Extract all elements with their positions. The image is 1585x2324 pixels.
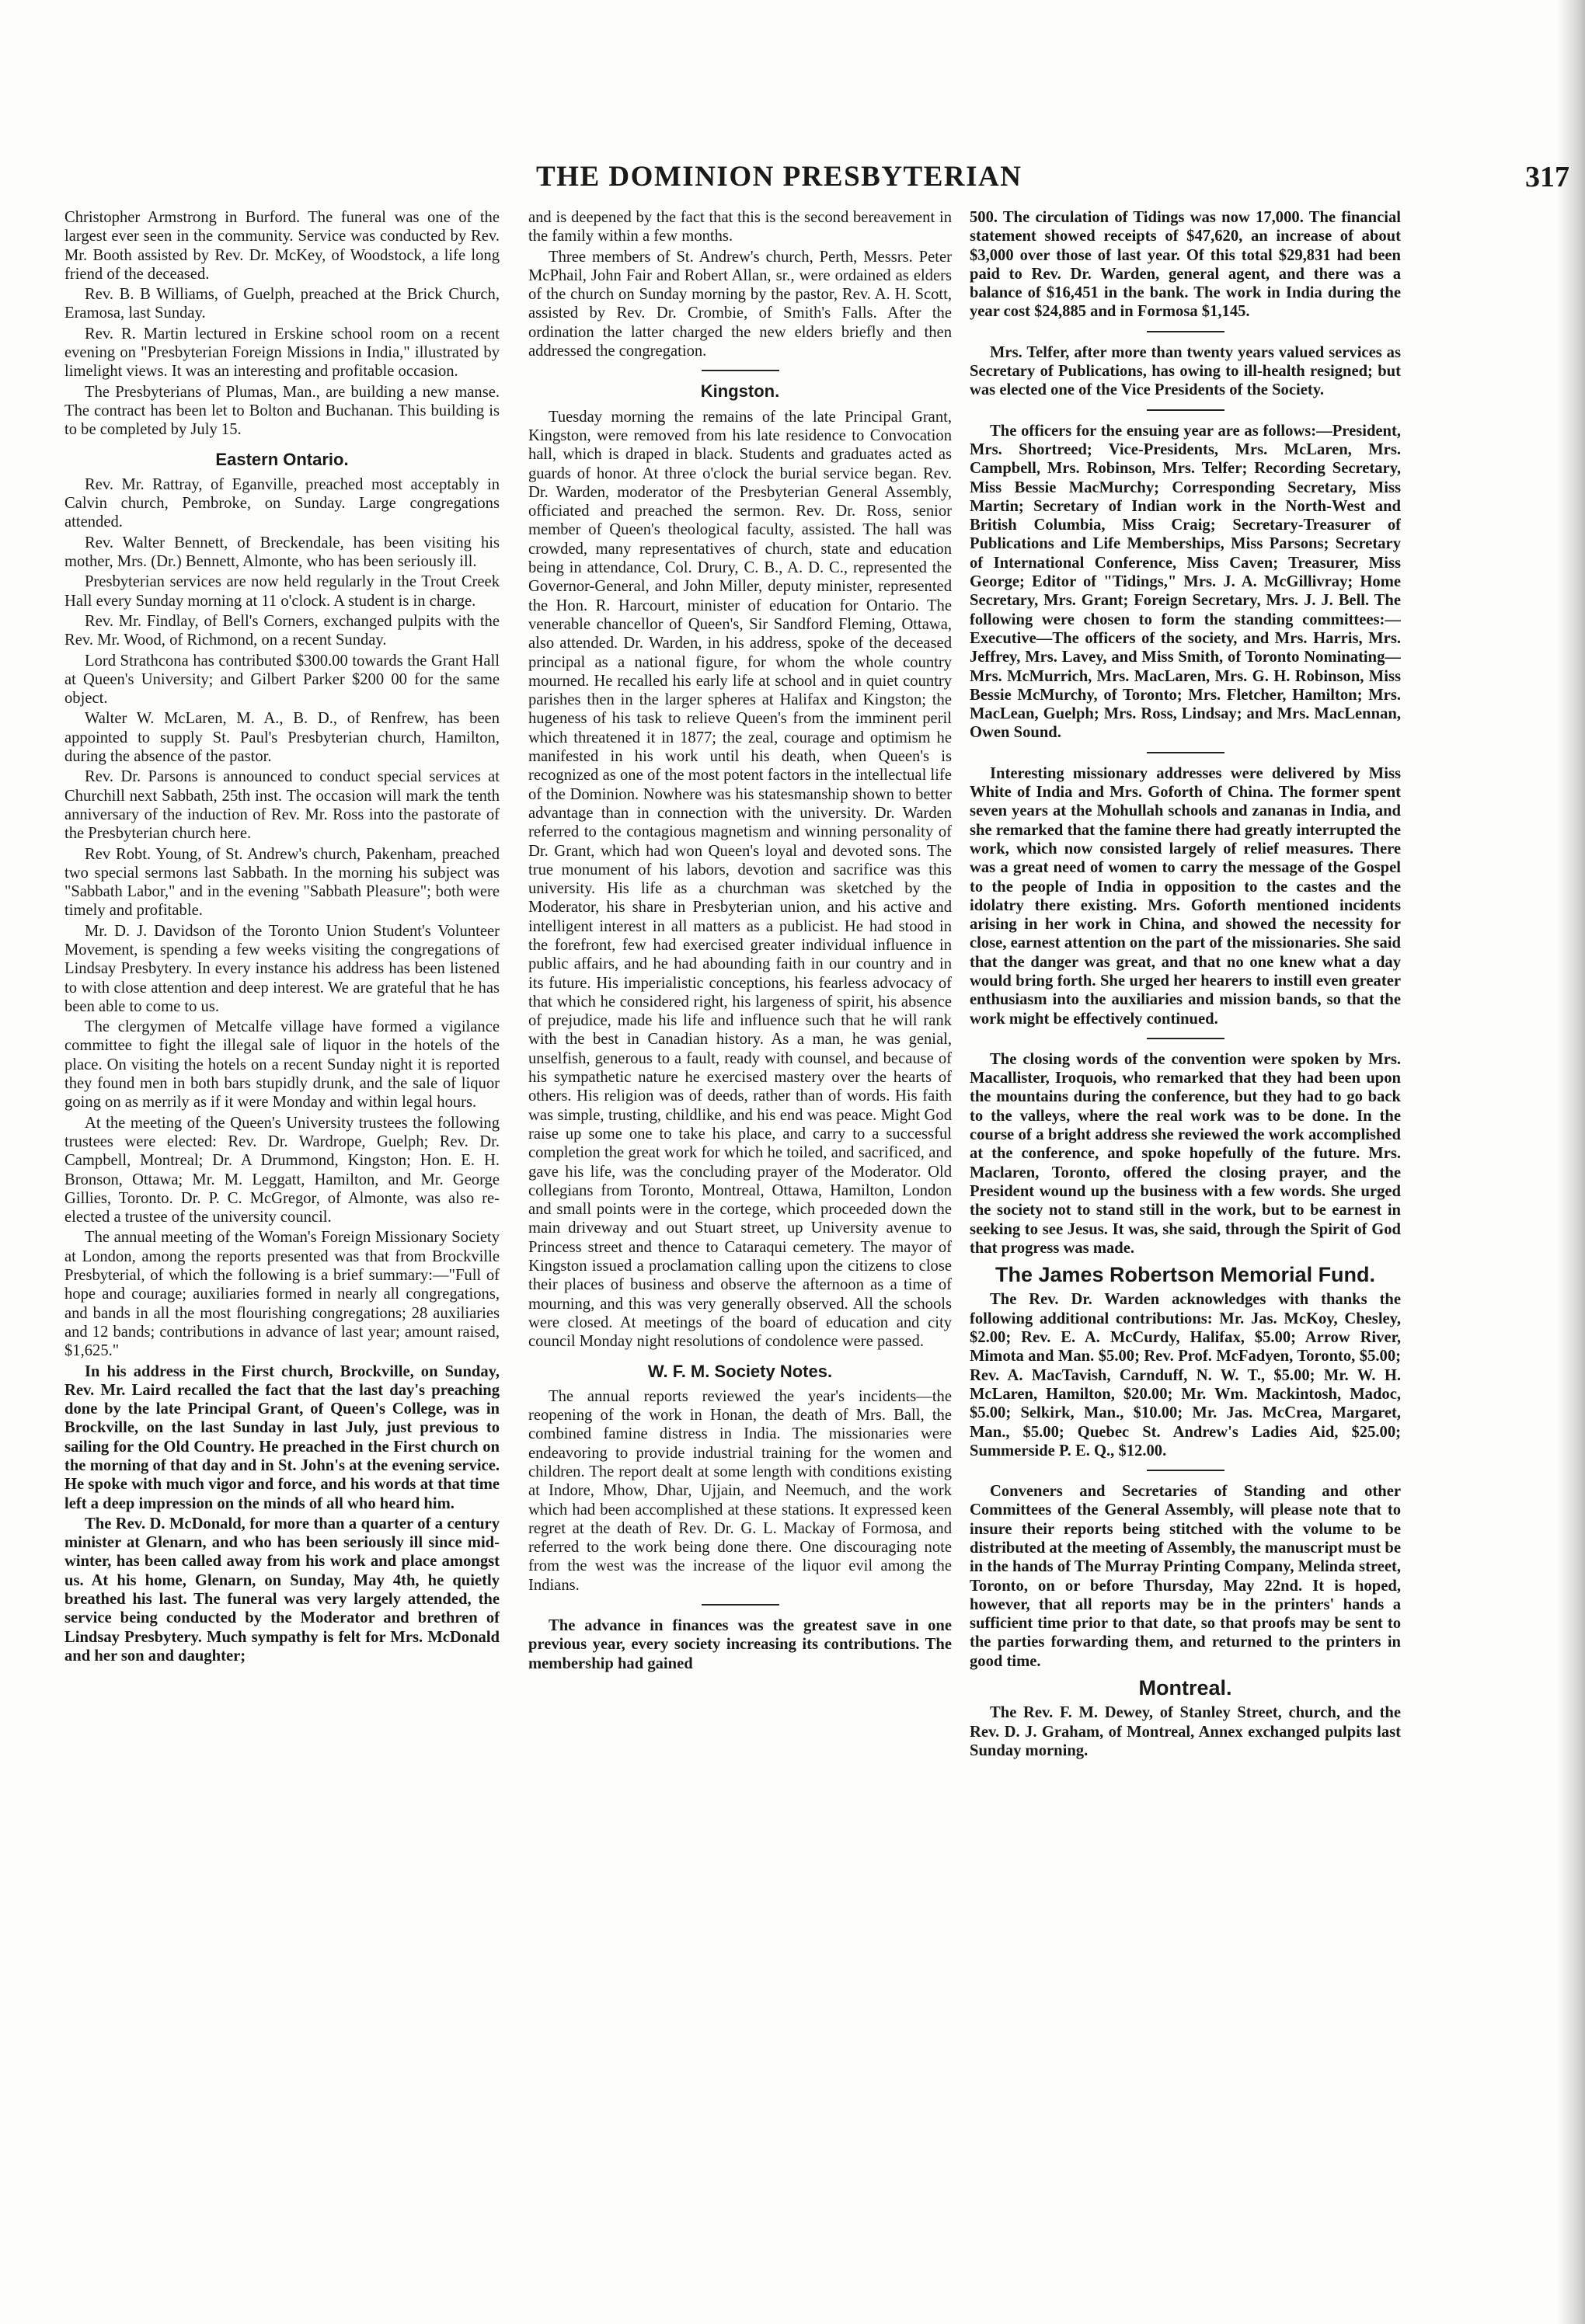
page-number: 317 xyxy=(1525,161,1569,193)
page-header xyxy=(513,160,1569,193)
section-divider xyxy=(1147,752,1224,753)
article-paragraph: Interesting missionary addresses were delivered by Miss White of India and Mrs. Goforth of China. The former spent seven years at the Mohullah schools and zananas in India, and she remarked that the famine there had greatly interrupted the work, which now consisted largely of relief measures. There was a great need of women to carry the message of the Gospel to the people of India in opposition to the castes and the idolatry there existing. Mrs. Goforth mentioned incidents arising in her work in China, and showed the necessity for close, earnest attention on the part of the missionaries. She said that the danger was great, and that no one knew what a day would bring forth. She urged her hearers to instill even greater enthusiasm into the auxiliaries and mission bands, so that the work might be effectively continued. xyxy=(970,764,1401,1028)
article-paragraph: Christopher Armstrong in Burford. The funeral was one of the largest ever seen in the community. Service was conducted by Rev. Mr. Booth assisted by Rev. Dr. McKey, of Woodstock, a life long friend of the deceased. xyxy=(64,209,500,283)
article-paragraph: In his address in the First church, Brockville, on Sunday, Rev. Mr. Laird recalled the fact that the last day's preaching done by the late Principal Grant, of Queen's College, was in Brockville, on the last Sunday in last July, just previous to sailing for the Old Country. He preached in the First church on the morning of that day and in St. John's at the evening service. He spoke with much vigor and force, and his words at that time left a deep impression on the minds of all who heard him. xyxy=(64,1362,500,1512)
column-1 xyxy=(64,208,500,2305)
article-paragraph: Walter W. McLaren, M. A., B. D., of Renfrew, has been appointed to supply St. Paul's Presbyterian church, Hamilton, during the absence of the pastor. xyxy=(64,710,500,766)
article-paragraph: Lord Strathcona has contributed $300.00 towards the Grant Hall at Queen's University; and Gilbert Parker $200 00 for the same object. xyxy=(64,652,500,708)
section-heading-eastern-ontario: Eastern Ontario. xyxy=(215,449,349,469)
article-paragraph: The clergymen of Metcalfe village have formed a vigilance committee to fight the illegal sale of liquor in the hotels of the place. On visiting the hotels on a recent Sunday night it is reported they found men in both bars stupidly drunk, and the sale of liquor going on as merrily as if it were Monday and within legal hours. xyxy=(64,1018,500,1112)
article-paragraph: 500. The circulation of Tidings was now 17,000. The financial statement showed receipts of $47,620, an increase of about $3,000 over those of last year. Of this total $29,831 had been paid to Rev. Dr. Warden, general agent, and there was a balance of $16,451 in the bank. The work in India during the year cost $24,885 and in Formosa $1,145. xyxy=(970,209,1401,321)
article-paragraph: and is deepened by the fact that this is the second bereavement in the family within a few months. xyxy=(528,209,952,245)
article-paragraph: Rev. B. B Williams, of Guelph, preached at the Brick Church, Eramosa, last Sunday. xyxy=(64,286,500,322)
page-edge-shadow xyxy=(1557,0,1585,2324)
article-paragraph: The annual reports reviewed the year's incidents—the reopening of the work in Honan, the death of Mrs. Ball, the combined famine distress in India. The missionaries were endeavoring to provide industrial training for the women and children. The report dealt at some length with conditions existing at Indore, Mhow, Dhar, Ujjain, and Neemuch, and the work which had been accomplished at these stations. It expressed keen regret at the death of Rev. Dr. G. L. Mackay of Formosa, and referred to the work being done there. One discouraging note from the west was the increase of the liquor evil among the Indians. xyxy=(528,1387,952,1594)
section-heading-montreal: Montreal. xyxy=(1138,1676,1232,1700)
section-divider xyxy=(1147,1038,1224,1039)
article-paragraph: The Presbyterians of Plumas, Man., are building a new manse. The contract has been let to Bolton and Buchanan. This building is to be completed by July 15. xyxy=(64,383,500,439)
article-paragraph: Rev Robt. Young, of St. Andrew's church, Pakenham, preached two special sermons last Sabbath. In the morning his subject was "Sabbath Labor," and in the evening "Sabbath Pleasure"; both were timely and profitable. xyxy=(64,845,500,920)
section-divider xyxy=(1147,331,1224,332)
article-paragraph: Rev. Mr. Findlay, of Bell's Corners, exchanged pulpits with the Rev. Mr. Wood, of Richmond, on a recent Sunday. xyxy=(64,612,500,649)
article-paragraph: Three members of St. Andrew's church, Perth, Messrs. Peter McPhail, John Fair and Robert Allan, sr., were ordained as elders of the church on Sunday morning by the pastor, Rev. A. H. Scott, assisted by Rev. Dr. Crombie, of Smith's Falls. After the ordination the latter charged the new elders briefly and then addressed the congregation. xyxy=(528,248,952,360)
article-paragraph: Rev. Mr. Rattray, of Eganville, preached most acceptably in Calvin church, Pembroke, on Sunday. Large congregations attended. xyxy=(64,475,500,531)
journal-title: THE DOMINION PRESBYTERIAN xyxy=(536,161,1022,193)
column-2 xyxy=(528,208,952,2305)
article-paragraph: Rev. R. Martin lectured in Erskine school room on a recent evening on "Presbyterian Foreign Missions in India," illustrated by limelight views. It was an interesting and profitable occasion. xyxy=(64,325,500,381)
column-3 xyxy=(970,208,1401,2305)
article-paragraph: The officers for the ensuing year are as follows:—President, Mrs. Shortreed; Vice-Presidents, Mrs. McLaren, Mrs. Campbell, Mrs. Robinson, Mrs. Telfer; Recording Secretary, Miss Bessie MacMurchy; Corresponding Secretary, Miss Martin; Secretary of Indian work in the North-West and British Columbia, Miss Craig; Secretary-Treasurer of Publications and Life Memberships, Miss Parsons; Secretary of International Conference, Miss Caven; Treasurer, Miss George; Editor of "Tidings," Mrs. J. A. McGillivray; Home Secretary, Mrs. Grant; Foreign Secretary, Mrs. J. J. Bell. The following were chosen to form the standing committees:—Executive—The officers of the society, and Mrs. Harris, Mrs. Jeffrey, Mrs. Lavey, and Miss Smith, of Toronto Nominating—Mrs. McMurrich, Mrs. MacLaren, Mrs. G. H. Robinson, Miss Bessie McMurchy, of Toronto; Mrs. Fletcher, Hamilton; Mrs. MacLean, Guelph; Mrs. Ross, Lindsay; and Mrs. MacLennan, Owen Sound. xyxy=(970,422,1401,742)
article-paragraph: Rev. Dr. Parsons is announced to conduct special services at Churchill next Sabbath, 25th inst. The occasion will mark the tenth anniversary of the induction of Rev. Mr. Ross into the pastorate of the Presbyterian church here. xyxy=(64,768,500,843)
section-divider xyxy=(702,370,779,371)
section-heading-memorial-fund: The James Robertson Memorial Fund. xyxy=(995,1263,1376,1287)
section-divider xyxy=(702,1604,779,1606)
article-paragraph: Tuesday morning the remains of the late Principal Grant, Kingston, were removed from his late residence to Convocation hall, which is draped in black. Students and graduates acted as guards of honor. At three o'clock the burial service began. Rev. Dr. Warden, moderator of the Presbyterian General Assembly, officiated and preached the sermon. Rev. Dr. Ross, senior member of Queen's theological faculty, assisted. The hall was crowded, many representatives of church, state and education being in attendance, Col. Drury, C. B., A. D. C., represented the Governor-General, and John Miller, deputy minister, represented the Hon. R. Harcourt, minister of education for Ontario. The venerable chancellor of Queen's, Sir Sandford Fleming, Ottawa, also attended. Dr. Warden, in his address, spoke of the deceased principal as a national figure, for whom the whole country mourned. He recalled his early life at school and in quiet country parishes then in the larger spheres at Halifax and Kingston; the hugeness of his task to relieve Queen's from the imminent peril which threatened it in 1877; the zeal, courage and optimism he manifested in his work until his death, when Queen's is recognized as one of the most potent factors in the intellectual life of the Dominion. Nowhere was his statesmanship shown to better advantage than in connection with the university. Dr. Warden referred to the contagious magnetism and winning personality of Dr. Grant, which had won Queen's loyal and devoted sons. The true monument of his labors, devotion and sacrifice was this university. His life as a churchman was sketched by the Moderator, his share in Presbyterian union, and his active and intelligent interest in all matters as a publicist. He had stood in the forefront, few had exercised greater individual influence in public affairs, and he had abounding faith in our country and in its future. His imperialistic conceptions, his fearless advocacy of that which he considered right, his largeness of spirit, his absence of prejudice, made his life and influence such that he will rank with the best in Canadian history. As a man, he was genial, unselfish, generous to a fault, ready with counsel, and because of his sympathetic nature he exercised mastery over the hearts of others. His religion was of deeds, rather than of words. His faith was simple, trusting, childlike, and his end was peace. Might God raise up some one to take his place, and carry to a successful completion the great work for which he toiled, and sacrificed, and gave his life, was the concluding prayer of the Moderator. Old collegians from Toronto, Montreal, Ottawa, Hamilton, London and small points were in the cortege, which proceeded down the main driveway and out Stuart street, up University avenue to Princess street and thence to Cataraqui cemetery. The mayor of Kingston issued a proclamation calling upon the citizens to close their places of business and observe the afternoon as a time of mourning, and this was very generally observed. All the schools were closed. At meetings of the board of education and city council Monday night resolutions of condolence were passed. xyxy=(528,408,952,1351)
article-paragraph: At the meeting of the Queen's University trustees the following trustees were elected: Rev. Dr. Wardrope, Guelph; Rev. Dr. Campbell, Montreal; Dr. A Drummond, Kingston; Hon. E. H. Bronson, Ottawa; Mr. M. Leggatt, Hamilton, and Mr. George Gillies, Toronto. Dr. P. C. McGregor, of Almonte, was also re-elected a trustee of the university council. xyxy=(64,1114,500,1226)
article-paragraph: The Rev. F. M. Dewey, of Stanley Street, church, and the Rev. D. J. Graham, of Montreal, Annex exchanged pulpits last Sunday morning. xyxy=(970,1704,1401,1759)
section-divider xyxy=(1147,409,1224,411)
article-paragraph: Mr. D. J. Davidson of the Toronto Union Student's Volunteer Movement, is spending a few weeks visiting the congregations of Lindsay Presbytery. In every instance his address has been listened to with close attention and deep interest. We are grateful that he has been able to come to us. xyxy=(64,922,500,1015)
section-heading-kingston: Kingston. xyxy=(700,381,780,402)
section-divider xyxy=(1147,1470,1224,1471)
article-paragraph: The Rev. Dr. Warden acknowledges with thanks the following additional contributions: Mr. Jas. McKoy, Chesley, $2.00; Rev. E. A. McCurdy, Halifax, $5.00; Arrow River, Mimota and Man. $5.00; Rev. Prof. McFadyen, Toronto, $5.00; Rev. A. MacTavish, Carnduff, N. W. T., $5.00; Mr. W. H. McLaren, Hamilton, $20.00; Mr. Wm. Mackintosh, Madoc, $5.00; Selkirk, Man., $10.00; Mr. Jas. McCrea, Margaret, Man., $5.00; Quebec St. Andrew's Ladies Aid, $25.00; Summerside P. E. Q., $12.00. xyxy=(970,1291,1401,1459)
article-paragraph: Conveners and Secretaries of Standing and other Committees of the General Assembly, will please note that to insure their reports being stitched with the volume to be distributed at the meeting of Assembly, the manuscript must be in the hands of The Murray Printing Company, Melinda street, Toronto, on or before Thursday, May 22nd. It is hoped, however, that all reports may be in the printers' hands a sufficient time prior to that date, so that proofs may be sent to the parties forwarding them, and returned to the printers in good time. xyxy=(970,1483,1401,1670)
article-paragraph: Presbyterian services are now held regularly in the Trout Creek Hall every Sunday morning at 11 o'clock. A student is in charge. xyxy=(64,573,500,610)
section-heading-wfm-society-notes: W. F. M. Society Notes. xyxy=(647,1361,833,1381)
article-paragraph: The closing words of the convention were spoken by Mrs. Macallister, Iroquois, who remarked that they had been upon the mountains during the conference, but they had to go back to the valleys, where the real work was to be done. In the course of a bright address she reviewed the work accomplished at the conference, and spoke hopefully of the future. Mrs. Maclaren, Toronto, offered the closing prayer, and the President wound up the business with a few words. She urged the society not to stand still in the work, but to be earnest in seeking to see Jesus. It was, she said, through the Spirit of God that progress was made. xyxy=(970,1050,1401,1257)
article-paragraph: The annual meeting of the Woman's Foreign Missionary Society at London, among the reports presented was that from Brockville Presbyterial, of which the following is a brief summary:—"Full of hope and courage; auxiliaries formed in nearly all congregations, and bands in all the most flourishing congregations; 28 auxiliaries and 12 bands; contributions in advance of last year; amount raised, $1,625." xyxy=(64,1229,500,1360)
article-paragraph: Rev. Walter Bennett, of Breckendale, has been visiting his mother, Mrs. (Dr.) Bennett, Almonte, who has been seriously ill. xyxy=(64,534,500,571)
article-paragraph: The Rev. D. McDonald, for more than a quarter of a century minister at Glenarn, and who has been seriously ill since mid-winter, has been called away from his work and place amongst us. At his home, Glenarn, on Sunday, May 4th, he quietly breathed his last. The funeral was very largely attended, the service being conducted by the Moderator and brethren of Lindsay Presbytery. Much sympathy is felt for Mrs. McDonald and her son and daughter; xyxy=(64,1515,500,1665)
article-paragraph: The advance in finances was the greatest save in one previous year, every society increasing its contributions. The membership had gained xyxy=(528,1617,952,1672)
article-paragraph: Mrs. Telfer, after more than twenty years valued services as Secretary of Publications, has owing to ill-health resigned; but was elected one of the Vice Presidents of the Society. xyxy=(970,343,1401,399)
